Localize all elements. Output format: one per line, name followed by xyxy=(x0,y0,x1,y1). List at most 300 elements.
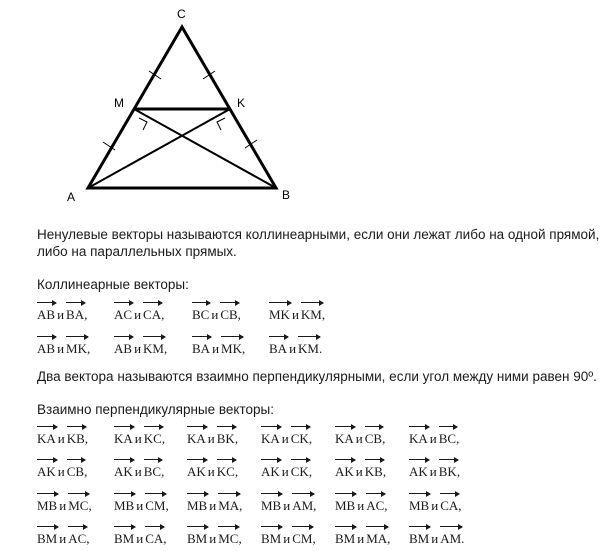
vector-arrow-icon xyxy=(145,526,164,531)
vector-label: AM xyxy=(440,531,462,546)
vector-label: AM xyxy=(292,498,314,513)
vector-label: MB xyxy=(261,498,282,513)
vector-label: MC xyxy=(68,498,89,513)
conjunction: и xyxy=(289,341,297,356)
punctuation: , xyxy=(313,498,317,513)
vector-arrow-icon xyxy=(187,526,208,531)
punctuation: , xyxy=(234,464,239,479)
vector-pair xyxy=(269,302,325,323)
vector-label: MB xyxy=(37,498,58,513)
vector-arrow-icon xyxy=(68,493,89,498)
punctuation: , xyxy=(238,531,242,546)
vector-arrow-icon xyxy=(269,336,288,341)
vector-label: CB xyxy=(66,464,85,479)
punctuation: , xyxy=(234,431,239,446)
vector xyxy=(261,526,281,547)
collinear-definition-line2: либо на параллельных прямых. xyxy=(37,244,237,259)
vector-label: MK xyxy=(221,341,242,356)
vector xyxy=(221,336,242,357)
conjunction: и xyxy=(57,431,65,446)
vector-pair xyxy=(187,526,242,547)
vector-pair xyxy=(269,336,322,357)
vector xyxy=(143,336,164,357)
punctuation: , xyxy=(384,498,388,513)
vector-pair xyxy=(261,526,316,547)
vector-arrow-icon xyxy=(261,459,281,464)
vector-label: MC xyxy=(218,531,239,546)
punctuation: , xyxy=(239,498,243,513)
vector-label: BA xyxy=(66,307,85,322)
vector xyxy=(66,302,84,323)
vector-arrow-icon xyxy=(68,526,87,531)
vector xyxy=(187,459,206,480)
vector-arrow-icon xyxy=(298,336,320,341)
punctuation: , xyxy=(387,531,391,546)
vector xyxy=(114,526,134,547)
punctuation: , xyxy=(86,341,91,356)
vector-label: AK xyxy=(261,464,280,479)
vector-arrow-icon xyxy=(66,302,85,307)
vector xyxy=(187,493,207,514)
vector xyxy=(366,493,384,514)
vector xyxy=(66,336,87,357)
label-m: M xyxy=(114,96,124,110)
vector-label: AB xyxy=(114,341,133,356)
vector xyxy=(409,493,429,514)
vector-arrow-icon xyxy=(218,526,239,531)
punctuation: , xyxy=(163,341,168,356)
vector xyxy=(114,459,133,480)
vector-label: BC xyxy=(143,464,162,479)
punctuation: , xyxy=(321,307,326,322)
punctuation: , xyxy=(237,307,241,322)
vector-arrow-icon xyxy=(292,526,313,531)
vector-arrow-icon xyxy=(409,459,429,464)
vector-label: BC xyxy=(438,431,457,446)
vector-pair xyxy=(37,526,90,547)
vector-label: BK xyxy=(438,464,457,479)
vector-arrow-icon xyxy=(37,426,57,431)
punctuation: . xyxy=(461,531,465,546)
conjunction: и xyxy=(134,307,142,322)
vector-arrow-icon xyxy=(37,493,58,498)
vector-pair xyxy=(37,459,87,480)
vector-pair xyxy=(335,459,386,480)
vector xyxy=(301,302,322,323)
vector-pair xyxy=(37,336,90,357)
vector-pair xyxy=(187,426,238,447)
conjunction: и xyxy=(212,341,220,356)
vector xyxy=(37,526,57,547)
conjunction: и xyxy=(291,307,299,322)
vector xyxy=(144,459,161,480)
vector-arrow-icon xyxy=(217,426,236,431)
vector-label: KC xyxy=(216,464,235,479)
vector-label: MA xyxy=(218,498,240,513)
vector-arrow-icon xyxy=(439,426,457,431)
vector-label: BA xyxy=(269,341,288,356)
vector-label: CK xyxy=(290,464,309,479)
vector xyxy=(440,526,461,547)
vector-arrow-icon xyxy=(145,493,166,498)
triangle-figure xyxy=(0,0,600,215)
vector xyxy=(67,459,84,480)
punctuation: , xyxy=(241,341,246,356)
vector-label: BM xyxy=(187,531,208,546)
vector xyxy=(67,426,85,447)
conjunction: и xyxy=(57,464,65,479)
vector xyxy=(37,302,55,323)
vector-label: KM xyxy=(300,307,322,322)
vector xyxy=(409,426,428,447)
vector-pair xyxy=(114,459,164,480)
vector xyxy=(37,336,55,357)
punctuation: , xyxy=(456,464,461,479)
vector-arrow-icon xyxy=(292,493,314,498)
vector-arrow-icon xyxy=(366,526,388,531)
vector-pair xyxy=(409,526,464,547)
vector-arrow-icon xyxy=(291,459,310,464)
vector-pair xyxy=(409,493,462,514)
vector-label: AC xyxy=(366,498,385,513)
punctuation: , xyxy=(456,431,460,446)
vector-pair xyxy=(37,426,88,447)
conjunction: и xyxy=(431,531,439,546)
vector-arrow-icon xyxy=(409,493,430,498)
vector-label: KA xyxy=(114,431,133,446)
vector-arrow-icon xyxy=(114,302,133,307)
vector-pair xyxy=(114,526,167,547)
vector-pair xyxy=(261,493,316,514)
punctuation: , xyxy=(312,531,316,546)
vector xyxy=(366,526,387,547)
conjunction: и xyxy=(429,431,437,446)
vector xyxy=(192,336,210,357)
conjunction: и xyxy=(57,307,65,322)
vector-label: AC xyxy=(68,531,87,546)
vector-arrow-icon xyxy=(366,493,385,498)
vector-label: KA xyxy=(261,431,280,446)
vector xyxy=(187,426,206,447)
vector xyxy=(261,493,281,514)
conjunction: и xyxy=(207,464,215,479)
vector-arrow-icon xyxy=(335,526,356,531)
conjunction: и xyxy=(57,341,65,356)
vector xyxy=(261,426,280,447)
vector xyxy=(217,426,235,447)
vector xyxy=(187,526,207,547)
vector-label: MB xyxy=(335,498,356,513)
punctuation: , xyxy=(161,464,165,479)
vector-arrow-icon xyxy=(114,526,135,531)
vector xyxy=(409,459,428,480)
vector-pair xyxy=(409,459,460,480)
conjunction: и xyxy=(357,498,365,513)
vector-label: BM xyxy=(114,531,135,546)
vector-arrow-icon xyxy=(335,426,355,431)
conjunction: и xyxy=(281,464,289,479)
vector xyxy=(261,459,280,480)
punctuation: , xyxy=(88,498,92,513)
punctuation: , xyxy=(165,498,169,513)
conjunction: и xyxy=(283,498,291,513)
vector-pair xyxy=(192,336,245,357)
conjunction: и xyxy=(211,307,219,322)
vector-arrow-icon xyxy=(439,459,458,464)
vector xyxy=(37,426,56,447)
vector-arrow-icon xyxy=(409,426,429,431)
conjunction: и xyxy=(59,498,67,513)
vector-arrow-icon xyxy=(409,526,430,531)
punctuation: , xyxy=(382,431,386,446)
vector-pair xyxy=(335,526,390,547)
conjunction: и xyxy=(134,431,142,446)
conjunction: и xyxy=(209,531,217,546)
vector-arrow-icon xyxy=(67,426,86,431)
punctuation: , xyxy=(308,431,313,446)
vector xyxy=(114,426,133,447)
vector-pair xyxy=(114,336,167,357)
vector-arrow-icon xyxy=(143,302,162,307)
conjunction: и xyxy=(357,531,365,546)
vector-pair xyxy=(261,426,312,447)
punctuation: , xyxy=(458,498,462,513)
vector-arrow-icon xyxy=(335,493,356,498)
vector-pair xyxy=(37,302,87,323)
conjunction: и xyxy=(281,431,289,446)
collinear-definition: Ненулевые векторы называются коллинеарными, если они лежат либо на одной прямой, xyxy=(37,227,600,242)
vector-label: AK xyxy=(37,464,56,479)
vector xyxy=(335,493,355,514)
vector xyxy=(145,526,163,547)
vector-label: BA xyxy=(192,341,211,356)
vector-label: AK xyxy=(409,464,428,479)
vector xyxy=(114,493,134,514)
vector xyxy=(217,459,235,480)
vector-pair xyxy=(37,493,92,514)
vector-pair xyxy=(261,459,312,480)
conjunction: и xyxy=(207,431,215,446)
vector xyxy=(114,302,132,323)
perpendicular-definition: Два вектора называются взаимно перпендикулярными, если угол между ними равен 90º. xyxy=(37,369,597,384)
vector-label: KA xyxy=(37,431,56,446)
punctuation: , xyxy=(308,464,313,479)
conjunction: и xyxy=(134,464,142,479)
segment-ak xyxy=(88,109,230,188)
vector xyxy=(37,493,57,514)
vector-label: KA xyxy=(409,431,428,446)
punctuation: , xyxy=(84,431,89,446)
vector-pair xyxy=(114,426,165,447)
vector-arrow-icon xyxy=(187,426,207,431)
vector-arrow-icon xyxy=(218,493,240,498)
conjunction: и xyxy=(134,341,142,356)
vector-label: AK xyxy=(187,464,206,479)
vector-label: AB xyxy=(37,341,56,356)
vector xyxy=(291,459,309,480)
vector xyxy=(218,493,239,514)
vector-arrow-icon xyxy=(66,336,88,341)
vector-arrow-icon xyxy=(143,336,165,341)
vector xyxy=(68,493,88,514)
vector-label: CA xyxy=(440,498,459,513)
vector-arrow-icon xyxy=(114,336,133,341)
punctuation: . xyxy=(318,341,323,356)
vector xyxy=(145,493,165,514)
vector-label: KM xyxy=(143,341,164,356)
punctuation: , xyxy=(382,464,387,479)
vector-arrow-icon xyxy=(37,459,57,464)
vector xyxy=(439,459,457,480)
conjunction: и xyxy=(283,531,291,546)
vector xyxy=(37,459,56,480)
vector-label: AK xyxy=(114,464,133,479)
punctuation: , xyxy=(84,307,88,322)
vector-label: CK xyxy=(290,431,309,446)
vector-arrow-icon xyxy=(291,426,310,431)
vector-arrow-icon xyxy=(67,459,85,464)
vector-label: MB xyxy=(114,498,135,513)
conjunction: и xyxy=(136,498,144,513)
vector-label: KA xyxy=(335,431,354,446)
conjunction: и xyxy=(355,464,363,479)
vector-arrow-icon xyxy=(301,302,323,307)
vector-label: BM xyxy=(409,531,430,546)
vector-label: AC xyxy=(114,307,133,322)
vector-arrow-icon xyxy=(440,493,459,498)
vector xyxy=(440,493,458,514)
vector-arrow-icon xyxy=(335,459,355,464)
vector xyxy=(365,426,382,447)
conjunction: и xyxy=(209,498,217,513)
vector-arrow-icon xyxy=(217,459,236,464)
vector xyxy=(68,526,86,547)
vector-label: AK xyxy=(335,464,354,479)
vector-arrow-icon xyxy=(37,336,56,341)
vector-pair xyxy=(187,493,242,514)
vector-label: KB xyxy=(364,464,383,479)
vector xyxy=(269,302,290,323)
vector-arrow-icon xyxy=(37,526,58,531)
vector xyxy=(291,426,309,447)
vector-pair xyxy=(409,426,459,447)
vector-arrow-icon xyxy=(261,426,281,431)
vector-arrow-icon xyxy=(192,302,210,307)
vector-arrow-icon xyxy=(365,459,384,464)
perpendicular-heading: Взаимно перпендикулярные векторы: xyxy=(37,402,274,417)
vector xyxy=(292,493,313,514)
punctuation: , xyxy=(161,431,166,446)
vector-pair xyxy=(192,302,241,323)
vector-arrow-icon xyxy=(261,526,282,531)
vector-label: BM xyxy=(335,531,356,546)
vector-pair xyxy=(114,302,164,323)
vector-label: CA xyxy=(145,531,164,546)
collinear-heading: Коллинеарные векторы: xyxy=(37,277,189,292)
label-c: C xyxy=(177,7,186,21)
vector-label: MB xyxy=(187,498,208,513)
vector xyxy=(335,459,354,480)
vector xyxy=(218,526,238,547)
conjunction: и xyxy=(136,531,144,546)
vector xyxy=(220,302,237,323)
vector-label: MK xyxy=(66,341,87,356)
vector xyxy=(292,526,312,547)
vector-arrow-icon xyxy=(440,526,462,531)
vector-pair xyxy=(187,459,238,480)
conjunction: и xyxy=(355,431,363,446)
vector-arrow-icon xyxy=(114,493,135,498)
vector-label: KB xyxy=(66,431,85,446)
vector xyxy=(192,302,209,323)
punctuation: , xyxy=(163,531,167,546)
vector xyxy=(298,336,319,357)
vector-label: KA xyxy=(187,431,206,446)
vector-label: MA xyxy=(366,531,388,546)
label-b: B xyxy=(282,188,291,202)
vector-arrow-icon xyxy=(365,426,383,431)
vector xyxy=(114,336,132,357)
vector-label: BM xyxy=(261,531,282,546)
vector-label: KM xyxy=(298,341,319,356)
vector xyxy=(335,526,355,547)
conjunction: и xyxy=(59,531,67,546)
punctuation: , xyxy=(86,531,90,546)
vector-arrow-icon xyxy=(37,302,56,307)
conjunction: и xyxy=(429,464,437,479)
vector-arrow-icon xyxy=(144,426,163,431)
vector-label: BM xyxy=(37,531,58,546)
vector-arrow-icon xyxy=(114,459,134,464)
vector-arrow-icon xyxy=(144,459,162,464)
vector xyxy=(143,302,161,323)
vector-label: BC xyxy=(192,307,210,322)
vector-arrow-icon xyxy=(220,302,238,307)
vector xyxy=(269,336,287,357)
vector xyxy=(335,426,354,447)
segment-bm xyxy=(134,109,276,188)
punctuation: , xyxy=(84,464,88,479)
vector xyxy=(439,426,456,447)
vector-pair xyxy=(335,426,385,447)
vector xyxy=(409,526,429,547)
vector-pair xyxy=(114,493,169,514)
vector-label: CM xyxy=(145,498,166,513)
vector-label: AB xyxy=(37,307,56,322)
vector-label: CA xyxy=(143,307,162,322)
punctuation: , xyxy=(161,307,165,322)
conjunction: и xyxy=(431,498,439,513)
label-a: A xyxy=(67,190,76,204)
vector-arrow-icon xyxy=(114,426,134,431)
vector-label: CB xyxy=(220,307,238,322)
vector-arrow-icon xyxy=(261,493,282,498)
vector-label: CM xyxy=(292,531,313,546)
vector xyxy=(365,459,383,480)
label-k: K xyxy=(237,96,246,110)
vector-label: MK xyxy=(269,307,290,322)
vector-label: MB xyxy=(409,498,430,513)
vector-arrow-icon xyxy=(269,302,291,307)
vector-arrow-icon xyxy=(187,493,208,498)
vector-arrow-icon xyxy=(192,336,211,341)
vector-arrow-icon xyxy=(187,459,207,464)
vector-label: BK xyxy=(216,431,235,446)
vector-label: CB xyxy=(364,431,383,446)
vector xyxy=(144,426,162,447)
vector-label: KC xyxy=(143,431,162,446)
vector-arrow-icon xyxy=(221,336,243,341)
